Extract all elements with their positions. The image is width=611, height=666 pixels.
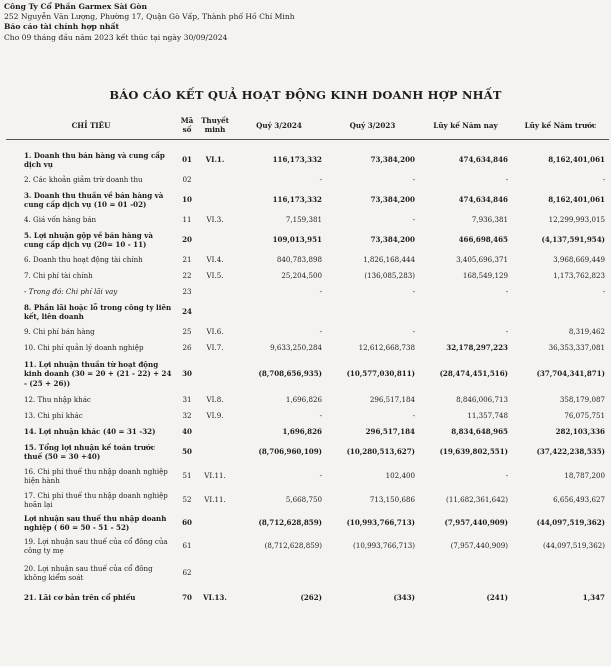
indicator-cell: 2. Các khoản giảm trừ doanh thu (24, 175, 143, 185)
q3-2023-cell: 73,384,200 (370, 155, 415, 165)
q3-2024-cell: 1,696,826 (285, 395, 322, 405)
note-cell: VI.13. (203, 593, 227, 603)
q3-2023-cell: 73,384,200 (370, 235, 415, 245)
table-row (6, 172, 609, 188)
ytd-prev-year-cell: 3,968,669,449 (553, 255, 605, 265)
q3-2024-cell (232, 300, 326, 324)
table-row (6, 464, 609, 488)
code-cell: 24 (182, 307, 192, 317)
note-cell: VI.5. (206, 271, 224, 281)
ytd-prev-year-cell (512, 300, 609, 324)
code-cell: 26 (182, 343, 192, 353)
q3-2024-cell: 116,173,332 (272, 195, 322, 205)
ytd-prev-year-cell: 1,173,762,823 (553, 271, 605, 281)
code-cell: 50 (182, 447, 192, 457)
q3-2023-cell: 296,517,184 (365, 427, 415, 437)
indicator-cell: 6. Doanh thu hoạt động tài chính (24, 255, 143, 265)
q3-2023-cell: 102,400 (385, 471, 415, 481)
q3-2023-cell: 1,826,168,444 (363, 255, 415, 265)
q3-2023-cell: (343) (393, 593, 415, 603)
ytd-prev-year-cell: 8,319,462 (568, 327, 605, 337)
note-cell: VI.1. (205, 155, 225, 165)
ytd-this-year-cell: 466,698,465 (458, 235, 508, 245)
code-cell: 02 (182, 175, 192, 185)
ytd-this-year-cell: 32,178,297,223 (446, 343, 508, 353)
ytd-prev-year-cell: 282,103,336 (555, 427, 605, 437)
ytd-prev-year-cell: (37,422,238,535) (536, 447, 605, 457)
q3-2024-cell: (262) (300, 593, 322, 603)
q3-2024-cell: - (319, 287, 322, 297)
q3-2024-cell (232, 558, 326, 588)
ytd-this-year-cell: - (505, 175, 508, 185)
indicator-cell: 21. Lãi cơ bản trên cổ phiếu (24, 593, 136, 603)
q3-2023-cell: - (412, 287, 415, 297)
code-cell: 01 (182, 155, 192, 165)
q3-2024-cell: 1,696,826 (282, 427, 322, 437)
q3-2024-cell: 116,173,332 (272, 155, 322, 165)
note-cell (198, 356, 232, 392)
table-row (6, 392, 609, 408)
indicator-cell: 10. Chi phí quản lý doanh nghiệp (24, 343, 144, 353)
ytd-prev-year-cell: 358,179,087 (559, 395, 605, 405)
note-cell (198, 300, 232, 324)
note-cell (198, 512, 232, 534)
col-header-code: Mã số (176, 114, 198, 140)
ytd-this-year-cell: - (505, 471, 508, 481)
q3-2023-cell: - (412, 215, 415, 225)
table-row (6, 588, 609, 608)
table-row (6, 284, 609, 300)
ytd-this-year-cell: (7,957,440,909) (444, 518, 508, 528)
q3-2024-cell: 7,159,381 (285, 215, 322, 225)
indicator-cell: 19. Lợi nhuận sau thuế của cổ đông của công ty mẹ (24, 536, 168, 555)
q3-2024-cell: 25,204,500 (281, 271, 322, 281)
table-header-row (6, 114, 609, 140)
code-cell: 22 (182, 271, 192, 281)
ytd-prev-year-cell: (4,137,591,954) (541, 235, 605, 245)
q3-2023-cell: - (412, 327, 415, 337)
q3-2023-cell (326, 558, 419, 588)
ytd-prev-year-cell: 18,787,200 (564, 471, 605, 481)
note-cell (198, 424, 232, 440)
table-row (6, 558, 609, 588)
ytd-this-year-cell: - (505, 327, 508, 337)
ytd-this-year-cell: 168,549,129 (462, 271, 508, 281)
code-cell: 11 (182, 215, 192, 225)
spacer-row (6, 140, 609, 148)
indicator-cell: 9. Chi phí bán hàng (24, 327, 95, 337)
indicator-cell: 4. Giá vốn hàng bán (24, 215, 97, 225)
note-cell (198, 228, 232, 252)
ytd-this-year-cell: 11,357,748 (467, 411, 508, 421)
indicator-cell: 15. Tổng lợi nhuận kế toán trước thuế (50 = 30 +40) (24, 442, 156, 461)
note-cell (198, 440, 232, 464)
ytd-prev-year-cell: 36,353,337,081 (548, 343, 605, 353)
note-cell (198, 172, 232, 188)
table-row (6, 212, 609, 228)
col-header-q3-2024: Quý 3/2024 (232, 114, 326, 140)
table-row (6, 300, 609, 324)
ytd-prev-year-cell: 76,075,751 (564, 411, 605, 421)
q3-2023-cell: (10,280,513,627) (346, 447, 415, 457)
note-cell (198, 534, 232, 558)
table-row (6, 424, 609, 440)
code-cell: 30 (182, 369, 192, 379)
q3-2023-cell (326, 300, 419, 324)
note-cell: VI.7. (206, 343, 224, 353)
indicator-cell: Lợi nhuận sau thuế thu nhập doanh nghiệp ( 60 = 50 - 51 - 52) (24, 513, 167, 532)
ytd-this-year-cell: 8,846,006,713 (456, 395, 508, 405)
q3-2024-cell: (8,706,960,109) (258, 447, 322, 457)
table-row (6, 324, 609, 340)
ytd-this-year-cell: 3,405,696,371 (456, 255, 508, 265)
ytd-prev-year-cell: 1,347 (582, 593, 605, 603)
indicator-cell: 13. Chi phí khác (24, 411, 83, 421)
q3-2024-cell: - (319, 327, 322, 337)
ytd-this-year-cell: (241) (486, 593, 508, 603)
code-cell: 51 (182, 471, 192, 481)
ytd-prev-year-cell: 8,162,401,061 (548, 195, 605, 205)
indicator-cell: 17. Chi phí thuế thu nhập doanh nghiệp hoãn lại (24, 490, 168, 509)
q3-2024-cell: (8,708,656,935) (258, 369, 322, 379)
ytd-this-year-cell (419, 300, 512, 324)
q3-2023-cell: 296,517,184 (369, 395, 415, 405)
indicator-cell: - Trong đó: Chi phí lãi vay (24, 287, 118, 297)
company-name: Công Ty Cổ Phần Garmex Sài Gòn (4, 2, 147, 11)
ytd-prev-year-cell: - (602, 287, 605, 297)
q3-2024-cell: 5,668,750 (285, 495, 322, 505)
ytd-prev-year-cell (512, 558, 609, 588)
q3-2024-cell: 9,633,250,284 (270, 343, 322, 353)
col-header-ytd-this-year: Lũy kế Năm nay (419, 114, 512, 140)
note-cell: VI.8. (206, 395, 224, 405)
document-header (4, 2, 295, 43)
code-cell: 20 (182, 235, 192, 245)
ytd-this-year-cell: - (505, 287, 508, 297)
note-cell: VI.3. (206, 215, 224, 225)
code-cell: 31 (182, 395, 192, 405)
indicator-cell: 8. Phần lãi hoặc lỗ trong công ty liên kết, liên doanh (24, 302, 172, 321)
table-row (6, 534, 609, 558)
table-row (6, 408, 609, 424)
q3-2023-cell: 713,150,686 (369, 495, 415, 505)
indicator-cell: 1. Doanh thu bán hàng và cung cấp dịch vụ (24, 150, 165, 169)
note-cell: VI.11. (204, 471, 226, 481)
spacer-cell (6, 140, 609, 148)
ytd-this-year-cell: (28,474,451,516) (439, 369, 508, 379)
q3-2024-cell: - (319, 411, 322, 421)
ytd-this-year-cell: 474,634,846 (458, 195, 508, 205)
code-cell: 10 (182, 195, 192, 205)
ytd-this-year-cell: 7,936,381 (471, 215, 508, 225)
table-row (6, 512, 609, 534)
indicator-cell: 20. Lợi nhuận sau thuế của cổ đông không kiểm soát (24, 563, 153, 582)
code-cell: 25 (182, 327, 192, 337)
q3-2023-cell: - (412, 411, 415, 421)
q3-2024-cell: (8,712,628,859) (258, 518, 322, 528)
table-row (6, 148, 609, 172)
table-row (6, 268, 609, 284)
q3-2023-cell: (10,993,766,713) (353, 541, 415, 551)
ytd-this-year-cell (419, 558, 512, 588)
table-body (6, 140, 609, 608)
indicator-cell: 7. Chi phí tài chính (24, 271, 93, 281)
ytd-this-year-cell: 474,634,846 (458, 155, 508, 165)
code-cell: 40 (182, 427, 192, 437)
ytd-prev-year-cell: - (602, 175, 605, 185)
q3-2023-cell: (136,085,283) (364, 271, 415, 281)
q3-2023-cell: (10,577,030,811) (346, 369, 415, 379)
note-cell (198, 188, 232, 212)
ytd-prev-year-cell: 12,299,993,015 (548, 215, 605, 225)
ytd-this-year-cell: (11,682,361,642) (446, 495, 508, 505)
ytd-prev-year-cell: (37,704,341,871) (536, 369, 605, 379)
q3-2024-cell: - (319, 175, 322, 185)
table-row (6, 488, 609, 512)
table-row (6, 228, 609, 252)
q3-2023-cell: 73,384,200 (370, 195, 415, 205)
indicator-cell: 16. Chi phí thuế thu nhập doanh nghiệp hiện hành (24, 466, 168, 485)
ytd-this-year-cell: (19,639,802,551) (439, 447, 508, 457)
col-header-ytd-prev-year: Lũy kế Năm trước (512, 114, 609, 140)
q3-2024-cell: 109,013,951 (272, 235, 322, 245)
note-cell: VI.6. (206, 327, 224, 337)
report-title: BÁO CÁO KẾT QUẢ HOẠT ĐỘNG KINH DOANH HỢP NHẤT (109, 88, 502, 102)
ytd-this-year-cell: 8,834,648,965 (451, 427, 508, 437)
note-cell: VI.11. (204, 495, 226, 505)
code-cell: 52 (182, 495, 192, 505)
table-row (6, 356, 609, 392)
q3-2024-cell: (8,712,628,859) (264, 541, 322, 551)
table-row (6, 188, 609, 212)
ytd-prev-year-cell: 8,162,401,061 (548, 155, 605, 165)
ytd-prev-year-cell: 6,656,493,627 (553, 495, 605, 505)
note-cell: VI.4. (206, 255, 224, 265)
code-cell: 23 (182, 287, 192, 297)
table-row (6, 340, 609, 356)
q3-2023-cell: 12,612,668,738 (358, 343, 415, 353)
indicator-cell: 5. Lợi nhuận gộp về bán hàng và cung cấp dịch vụ (20= 10 - 11) (24, 230, 153, 249)
income-statement-table (6, 114, 609, 608)
report-type: Báo cáo tài chính hợp nhất (4, 22, 119, 32)
ytd-prev-year-cell: (44,097,519,362) (536, 518, 605, 528)
code-cell: 32 (182, 411, 192, 421)
indicator-cell: 14. Lợi nhuận khác (40 = 31 -32) (24, 427, 156, 437)
table-row (6, 252, 609, 268)
code-cell: 21 (182, 255, 192, 265)
q3-2023-cell: - (412, 175, 415, 185)
table-row (6, 440, 609, 464)
code-cell: 70 (182, 593, 192, 603)
company-address: 252 Nguyễn Văn Lượng, Phường 17, Quận Gò Vấp, Thành phố Hồ Chí Minh (4, 12, 295, 22)
note-cell (198, 284, 232, 300)
ytd-this-year-cell: (7,957,440,909) (450, 541, 508, 551)
col-header-indicator: CHỈ TIÊU (6, 114, 176, 140)
indicator-cell: 3. Doanh thu thuần về bán hàng và cung cấp dịch vụ (10 = 01 -02) (24, 190, 164, 209)
code-cell: 60 (182, 518, 192, 528)
col-header-q3-2023: Quý 3/2023 (326, 114, 419, 140)
report-period: Cho 09 tháng đầu năm 2023 kết thúc tại ngày 30/09/2024 (4, 32, 228, 42)
q3-2023-cell: (10,993,766,713) (346, 518, 415, 528)
col-header-note: Thuyết minh (198, 114, 232, 140)
ytd-prev-year-cell: (44,097,519,362) (543, 541, 605, 551)
q3-2024-cell: 840,783,898 (276, 255, 322, 265)
code-cell: 61 (182, 541, 192, 551)
code-cell: 62 (182, 568, 192, 578)
q3-2024-cell: - (319, 471, 322, 481)
indicator-cell: 12. Thu nhập khác (24, 395, 91, 405)
indicator-cell: 11. Lợi nhuận thuần từ hoạt động kinh doanh (30 = 20 + (21 - 22) + 24 - (25 + 26)) (24, 360, 172, 388)
note-cell (198, 558, 232, 588)
note-cell: VI.9. (206, 411, 224, 421)
